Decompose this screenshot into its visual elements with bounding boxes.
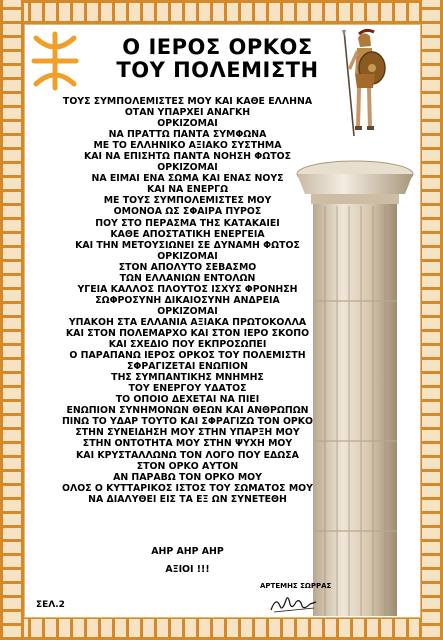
title-line-1: Ο ΙΕΡΟΣ ΟΡΚΟΣ — [122, 35, 313, 59]
oath-line: ΣΤΗΝ ΣΥΝΕΙΔΗΣΗ ΜΟΥ ΣΤΗΝ ΥΠΑΡΞΗ ΜΟΥ — [75, 427, 300, 439]
oath-line: ΝΑ ΕΙΜΑΙ ΕΝΑ ΣΩΜΑ ΚΑΙ ΕΝΑΣ ΝΟΥΣ — [91, 173, 284, 185]
oath-line: ΤΩΝ ΕΛΛΑΝΙΩΝ ΕΝΤΟΛΩΝ — [119, 272, 256, 284]
page-number: ΣΕΛ.2 — [36, 600, 65, 610]
oath-line: ΚΑΙ ΝΑ ΕΝΕΡΓΩ — [146, 184, 229, 196]
oath-text — [30, 96, 345, 505]
oath-line: ΚΑΙ ΤΗΝ ΜΕΤΟΥΣΙΩΝΕΙ ΣΕ ΔΥΝΑΜΗ ΦΩΤΟΣ — [75, 239, 300, 251]
oath-line: ΚΑΙ ΝΑ ΕΠΙΣΗΤΩ ΠΑΝΤΑ ΝΟΗΣΗ ΦΩΤΟΣ — [83, 151, 291, 163]
oath-line: ΠΙΝΩ ΤΟ ΥΔΑΡ ΤΟΥΤΟ ΚΑΙ ΣΦΡΑΓΙΖΩ ΤΟΝ ΟΡΚΟ — [61, 416, 314, 428]
oath-line: ΣΤΟΝ ΑΠΟΛΥΤΟ ΣΕΒΑΣΜΟ — [118, 261, 257, 273]
greek-key-border-left — [0, 0, 24, 640]
oath-line: ΚΑΙ ΚΡΥΣΤΑΛΛΩΝΩ ΤΟΝ ΛΟΓΟ ΠΟΥ ΕΔΩΣΑ — [76, 449, 299, 461]
oath-line: ΑΝ ΠΑΡΑΒΩ ΤΟΝ ΟΡΚΟ ΜΟΥ — [113, 471, 262, 483]
title-line-2: ΤΟΥ ΠΟΛΕΜΙΣΤΗ — [116, 58, 319, 82]
exclamation: ΑΞΙΟΙ !!! — [165, 564, 210, 575]
oath-line: ΜΕ ΤΟΥΣ ΣΥΜΠΟΛΕΜΙΣΤΕΣ ΜΟΥ — [103, 195, 272, 207]
oath-line: ΤΟΥ ΕΝΕΡΓΟΥ ΥΔΑΤΟΣ — [128, 383, 247, 395]
oath-line: ΟΡΚΙΖΟΜΑΙ — [157, 305, 218, 317]
oath-line: ΟΡΚΙΖΟΜΑΙ — [157, 250, 218, 262]
oath-line: ΟΡΚΙΖΟΜΑΙ — [157, 118, 218, 130]
oath-line: ΥΓΕΙΑ ΚΑΛΛΟΣ ΠΛΟΥΤΟΣ ΙΣΧΥΣ ΦΡΟΝΗΣΗ — [77, 283, 298, 295]
oath-line: ΤΟΥΣ ΣΥΜΠΟΛΕΜΙΣΤΕΣ ΜΟΥ ΚΑΙ ΚΑΘΕ ΕΛΛΗΝΑ — [62, 96, 313, 107]
page-title — [85, 36, 350, 82]
greek-key-border-top — [0, 0, 443, 24]
oath-line: ΟΡΚΙΖΟΜΑΙ — [157, 162, 218, 174]
oath-line: ΝΑ ΔΙΑΛΥΘΕΙ ΕΙΣ ΤΑ ΕΞ ΩΝ ΣΥΝΕΤΕΘΗ — [88, 493, 287, 505]
battle-cry: ΑΗΡ ΑΗΡ ΑΗΡ — [151, 546, 224, 557]
oath-line: ΣΤΟΝ ΟΡΚΟ ΑΥΤΟΝ — [136, 460, 239, 472]
oath-line: ΟΜΟΝΟΑ ΩΣ ΣΦΑΙΡΑ ΠΥΡΟΣ — [113, 206, 262, 218]
oath-line: Ο ΠΑΡΑΠΑΝΩ ΙΕΡΟΣ ΟΡΚΟΣ ΤΟΥ ΠΟΛΕΜΙΣΤΗ — [69, 350, 306, 362]
oath-line: ΤΗΣ ΣΥΜΠΑΝΤΙΚΗΣ ΜΝΗΜΗΣ — [111, 372, 264, 384]
oath-line: ΚΑΘΕ ΑΠΟΣΤΑΤΙΚΗ ΕΝΕΡΓΕΙΑ — [110, 228, 265, 240]
ancient-symbol-icon — [30, 30, 80, 92]
oath-line: ΚΑΙ ΣΧΕΔΙΟ ΠΟΥ ΕΚΠΡΟΣΩΠΕΙ — [108, 339, 267, 351]
oath-line: ΤΟ ΟΠΟΙΟ ΔΕΧΕΤΑΙ ΝΑ ΠΙΕΙ — [115, 394, 260, 406]
greek-key-border-right — [419, 0, 443, 640]
oath-line: ΜΕ ΤΟ ΕΛΛΗΝΙΚΟ ΑΞΙΑΚΟ ΣΥΣΤΗΜΑ — [93, 140, 282, 152]
oath-line: ΠΟΥ ΣΤΟ ΠΕΡΑΣΜΑ ΤΗΣ ΚΑΤΑΚΑΙΕΙ — [95, 217, 280, 229]
oath-line: ΣΤΗΝ ΟΝΤΟΤΗΤΑ ΜΟΥ ΣΤΗΝ ΨΥΧΗ ΜΟΥ — [82, 438, 293, 450]
oath-line: ΣΦΡΑΓΙΖΕΤΑΙ ΕΝΩΠΙΟΝ — [127, 361, 248, 373]
oath-line: ΟΤΑΝ ΥΠΑΡΧΕΙ ΑΝΑΓΚΗ — [124, 107, 251, 119]
signature-image — [268, 592, 320, 616]
oath-line: ΥΠΑΚΟΗ ΣΤΑ ΕΛΛΑΝΙΑ ΑΞΙΑΚΑ ΠΡΩΤΟΚΟΛΛΑ — [68, 316, 307, 328]
oath-line: ΝΑ ΠΡΑΤΤΩ ΠΑΝΤΑ ΣΥΜΦΩΝΑ — [108, 129, 267, 141]
oath-line: ΚΑΙ ΣΤΟΝ ΠΟΛΕΜΑΡΧΟ ΚΑΙ ΣΤΟΝ ΙΕΡΟ ΣΚΟΠΟ — [65, 327, 310, 339]
oath-line: ΟΛΟΣ Ο ΚΥΤΤΑΡΙΚΟΣ ΙΣΤΟΣ ΤΟΥ ΣΩΜΑΤΟΣ ΜΟΥ — [62, 482, 313, 494]
oath-line: ΣΩΦΡΟΣΥΝΗ ΔΙΚΑΙΟΣΥΝΗ ΑΝΔΡΕΙΑ — [95, 294, 280, 306]
author-name: ΑΡΤΕΜΗΣ ΣΩΡΡΑΣ — [260, 582, 332, 590]
oath-line: ΕΝΩΠΙΟΝ ΣΥΝΗΜΟΝΩΝ ΘΕΩΝ ΚΑΙ ΑΝΘΡΩΠΩΝ — [66, 405, 309, 417]
